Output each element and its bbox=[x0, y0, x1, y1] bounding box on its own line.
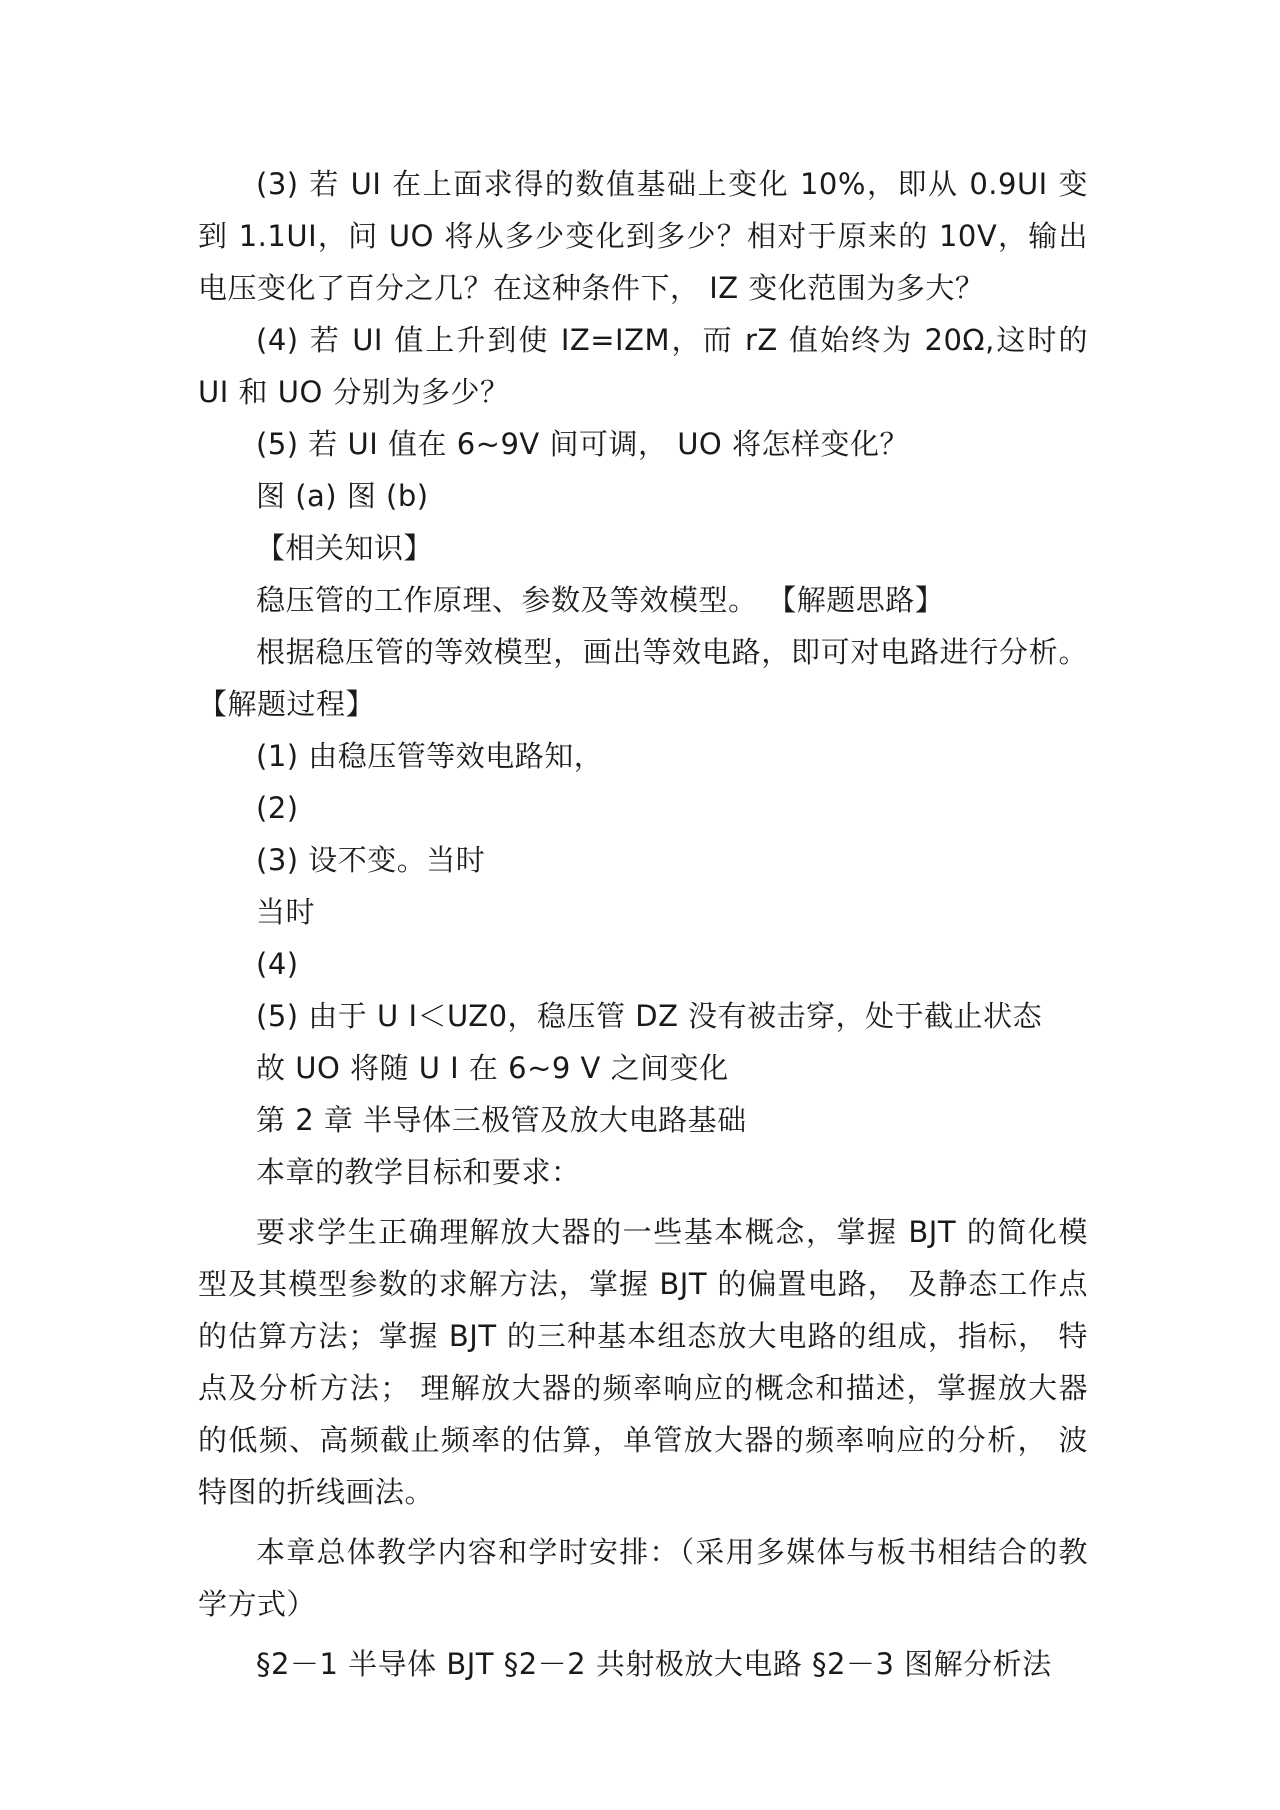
figure-caption: 图 (a) 图 (b) bbox=[256, 479, 429, 513]
paragraph-step-5: (5) 由于 U I＜UZ0，稳压管 DZ 没有被击穿，处于截止状态 bbox=[256, 999, 1043, 1033]
paragraph-knowledge-and-approach: 稳压管的工作原理、参数及等效模型。 【解题思路】 bbox=[256, 583, 945, 617]
chapter-goals-body: 要求学生正确理解放大器的一些基本概念，掌握 BJT 的简化模型及其模型参数的求解方法，掌握 BJT 的偏置电路， 及静态工作点的估算方法；掌握 BJT 的三种基本组态放大电路的组成，指标， 特点及分析方法； 理解放大器的频率响应的概念和描述，掌握放大器的低频、高频截止频率的估算，单管放大器的频率响应的分析， 波特图的折线画法。 bbox=[198, 1215, 1088, 1509]
chapter-goals-heading: 本章的教学目标和要求： bbox=[256, 1155, 581, 1189]
paragraph-step-3: (3) 设不变。当时 bbox=[256, 843, 486, 877]
paragraph-approach-and-process: 根据稳压管的等效模型，画出等效电路，即可对电路进行分析。【解题过程】 bbox=[198, 635, 1088, 721]
chapter-schedule-heading: 本章总体教学内容和学时安排：（采用多媒体与板书相结合的教学方式） bbox=[198, 1535, 1088, 1621]
section-related-knowledge: 【相关知识】 bbox=[256, 531, 434, 565]
paragraph-step-1: (1) 由稳压管等效电路知， bbox=[256, 739, 604, 773]
paragraph-step-2: (2) bbox=[256, 791, 299, 825]
paragraph-step-5-conclusion: 故 UO 将随 U I 在 6~9 V 之间变化 bbox=[256, 1051, 729, 1085]
paragraph-question-3: (3) 若 UI 在上面求得的数值基础上变化 10%，即从 0.9UI 变到 1.1UI，问 UO 将从多少变化到多少？相对于原来的 10V，输出电压变化了百分之几？在这种条件下， IZ 变化范围为多大？ bbox=[198, 167, 1088, 305]
paragraph-question-4: (4) 若 UI 值上升到使 IZ=IZM，而 rZ 值始终为 20Ω,这时的 UI 和 UO 分别为多少？ bbox=[198, 323, 1088, 409]
chapter-title: 第 2 章 半导体三极管及放大电路基础 bbox=[256, 1103, 747, 1137]
document-body bbox=[198, 158, 1088, 1690]
paragraph-step-4: (4) bbox=[256, 947, 299, 981]
chapter-sections-list: §2－1 半导体 BJT §2－2 共射极放大电路 §2－3 图解分析法 bbox=[256, 1647, 1052, 1681]
paragraph-step-3-cont: 当时 bbox=[256, 895, 316, 929]
paragraph-question-5: (5) 若 UI 值在 6~9V 间可调， UO 将怎样变化？ bbox=[256, 427, 909, 461]
